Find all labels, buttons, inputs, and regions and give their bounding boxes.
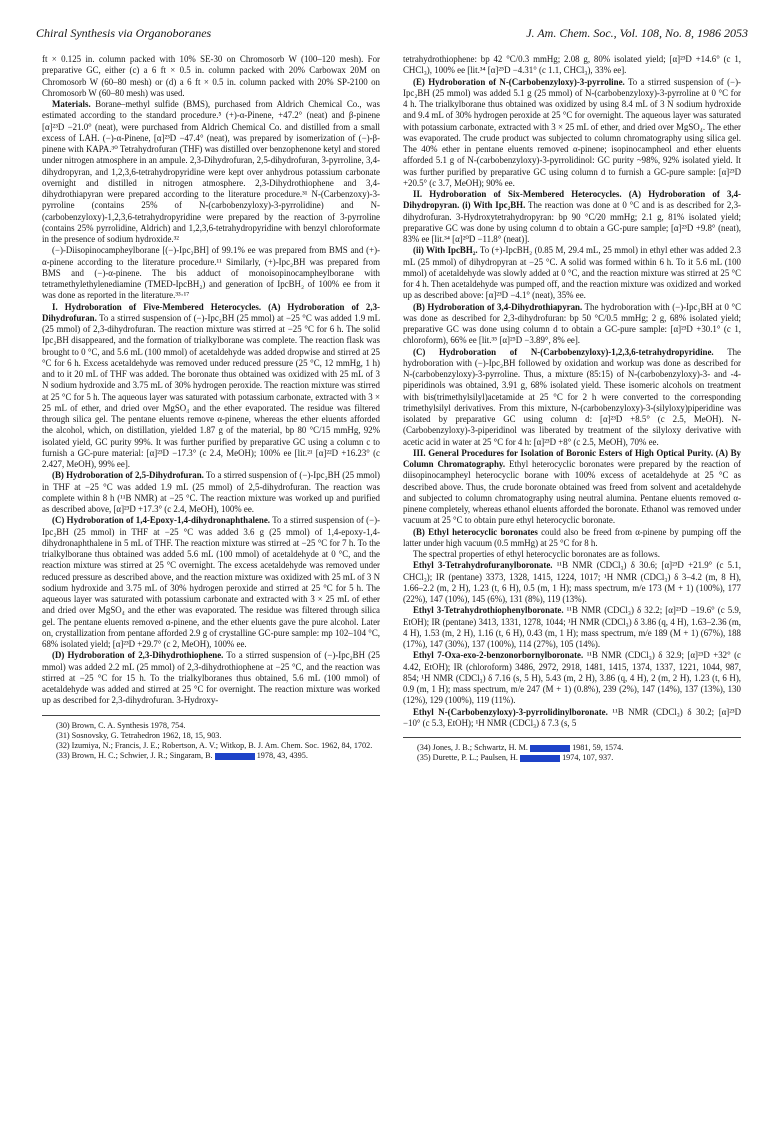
paragraph-text: Ethyl heterocyclic boronates were prepared by the reaction of diisopinocampheyl heterocyclic borane with 100% excess of acetaldehyde at 25 °C as described above. Thus, the crude boronate obtained was freed from solvent and acetaldehyde and subjected to column chromatography using neutral alumina. Pentane eluents removed α-pinene completely, whereas ethanol eluents afforded the boronate. Ethanol was removed under vacuum at 25 °C to obtain pure ethyl heterocyclic boronate. bbox=[403, 459, 741, 526]
footnote bbox=[403, 753, 741, 763]
section-heading: (D) Hydroboration of 2,3-Dihydrothiophene. bbox=[52, 650, 224, 661]
section-heading: III. General Procedures for Isolation of Boronic Esters of High Optical Purity. (A) By Column Chromatography. bbox=[403, 447, 741, 469]
paragraph-text: To (+)-IpcBH₂ (0.85 M, 29.4 mL, 25 mmol) in ethyl ether was added 2.3 mL (25 mmol) of dihydropyran at −25 °C. A solid was formed within 6 h. To it 5.6 mL (100 mmol) of acetaldehyde was slowly added at 0 °C, and the reaction mixture was stirred at 25 °C for 4 h. Then acetaldehyde was pumped off, and the reaction mixture was oxidized and worked up as described above: [α]²³D −4.1° (neat), 35% ee. bbox=[403, 245, 741, 301]
section-heading: (B) Ethyl heterocyclic boronates bbox=[413, 526, 538, 537]
paragraph bbox=[403, 245, 741, 301]
paragraph bbox=[42, 99, 380, 245]
section-heading: (C) Hydroboration of N-(Carbobenzyloxy)-1,2,3,6-tetrahydropyridine. bbox=[413, 346, 714, 357]
right-column bbox=[403, 54, 741, 763]
footnote-text: (33) Brown, H. C.; Schwier, J. R.; Singaram, B. bbox=[56, 751, 213, 761]
section-heading: II. Hydroboration of Six-Membered Heterocycles. (A) Hydroboration of 3,4-Dihydropyran. (i) With Ipc₂BH. bbox=[403, 189, 741, 211]
section-heading: (B) Hydroboration of 2,5-Dihydrofuran. bbox=[52, 470, 204, 481]
redaction-mark bbox=[215, 753, 255, 760]
footnote bbox=[42, 741, 380, 751]
section-heading: Ethyl 3-Tetrahydrofuranylboronate. bbox=[413, 560, 553, 571]
footnote-text: 1978, 43, 4395. bbox=[256, 751, 308, 761]
paragraph bbox=[403, 650, 741, 706]
section-heading: (C) Hydroboration of 1,4-Epoxy-1,4-dihydronaphthalene. bbox=[52, 515, 271, 526]
footnotes bbox=[42, 715, 380, 762]
paragraph bbox=[403, 605, 741, 650]
paragraph-text: ¹¹B NMR (CDCl₃) δ 30.2; [α]²³D −10° (c 5.3, EtOH); ¹H NMR (CDCl₃) δ 7.3 (s, 5 bbox=[403, 706, 741, 728]
paragraph-text: The reaction was done at 0 °C and is as described for 2,3-dihydrofuran. 3-Hydroxytetrahydropyran: bp 90 °C/20 mmHg; 2.1 g, 81% isolated yield; preparative GC was done by using column d to obtain a GC-pure sample; [α]²³D +9.8° (neat), 83% ee [lit.³⁴ [α]²⁰D −11.8° (neat)]. bbox=[403, 200, 741, 244]
section-heading: (ii) With IpcBH₂. bbox=[413, 245, 478, 256]
journal-citation: J. Am. Chem. Soc., Vol. 108, No. 8, 1986 2053 bbox=[526, 26, 748, 40]
section-heading: Materials. bbox=[52, 99, 91, 109]
footnote-text: 1981, 59, 1574. bbox=[572, 743, 624, 752]
paragraph-text: The hydroboration with (−)-Ipc₂BH followed by oxidation and workup was done as described for N-(carbobenzyloxy)-3-pyrroline. Thus, a mixture (85:15) of N-(carbobenzyloxy)-3- and -4-piperidinols was obtained, 3.91 g, 68% isolated yield. These isomeric alcohols on treatment with bis(trimethylsilyl)acetamide at 25 °C for 2 h were converted to the corresponding trimethylsilyl derivatives. From this mixture, N-(carbobenzyloxy)-3-(silyloxy)piperidine was isolated by preparative GC using column d: [α]²³D +8.5° (c 2.5, MeOH). N-(Carbobenzyloxy)-3-piperidinol was liberated by treatment of the silyloxy derivative with acetic acid in water at 25 °C for 4 h: [α]²³D +8° (c 2.5, MeOH), 70% ee. bbox=[403, 346, 741, 447]
section-heading: Ethyl 3-Tetrahydrothiophenylboronate. bbox=[413, 605, 564, 616]
paragraph-text: To a stirred suspension of (−)-Ipc₂BH (25 mmol) in THF at −25 °C was added 3.6 g (25 mmol) of 1,4-epoxy-1,4-dihydronaphthalene in 5 mL of THF. The reaction mixture was stirred at −25 °C for 7 h. To the trialkylborane thus obtained was added 5.6 mL (100 mmol) of acetaldehyde at 0 °C, and the reaction mixture was stirred at 25 °C overnight. The excess acetaldehyde was removed under reduced pressure as described above, and the reaction mixture was oxidized with 25 mL of 3 N sodium hydroxide and 3.75 mL of 30% hydrogen peroxide and stirred at 25 °C for 5 h. The aqueous layer was saturated with potassium carbonate and extracted with 3 × 25 mL of ether and dried over MgSO₄ and the ether was evaporated. The residue was filtered through silica gel. The pentane eluents removed α-pinene, and the ether eluents gave the pure alcohol. Later on, crystallization from pentane afforded 2.9 g of crystalline GC-pure sample: mp 102–104 °C, 68% isolated yield; [α]²³D +29.7° (c 2, MeOH), 100% ee. bbox=[42, 515, 380, 649]
paragraph-text: To a stirred suspension of (−)-Ipc₂BH (25 mmol) was added 2.2 mL (25 mmol) of 2,3-dihydrothiophene at −25 °C, and the reaction was stirred at −25 °C for 15 h. To the trialkylboranes thus obtained, 5.6 mL (100 mmol) of acetaldehyde was added and stirred at 25 °C for overnight. The reaction mixture was worked up as described for 2,3-dihydrofuran. 3-Hydroxy- bbox=[42, 650, 380, 706]
paragraph-text: ft × 0.125 in. column packed with 10% SE-30 on Chromosorb W (100–120 mesh). For preparative GC, either (c) a 6 ft × 0.5 in. column packed with 20% Carbowax 20M on Chromosorb W (60–80 mesh) or (d) a 6 ft × 0.5 in. column packed with 20% SP-2100 on Chromosorb W (60–80 mesh) was used. bbox=[42, 54, 380, 98]
paragraph bbox=[403, 54, 741, 77]
running-header bbox=[36, 26, 748, 44]
left-column bbox=[42, 54, 380, 761]
paragraph-text: To a stirred suspension of (−)-Ipc₂BH (25 mmol) at −25 °C was added 1.9 mL (25 mmol) of 2,3-dihydrofuran. The reaction mixture was stirred at −25 °C for 6 h. The solid Ipc₂BH disappeared, and the formation of trialkylborane was complete. The reaction flask was brought to 0 °C, and 5.6 mL (100 mmol) of acetaldehyde was added dropwise and stirred at 25 °C for 6 h. Excess acetaldehyde was removed under reduced pressure (25 °C, 12 mmHg, 1 h) and to it 20 mL of THF was added. The boronate thus obtained was oxidized with 25 mL of 3 N sodium hydroxide and 3.75 mL of 30% hydrogen peroxide. The reaction mixture was stirred at 25 °C for 5 h. The aqueous layer was saturated with potassium carbonate, extracted with 3 × 25 mL of ether, and dried over MgSO₄ and the ether evaporated. The residue was filtered through silica gel. The pentane eluents remove α-pinene, whereas the ether eluents afforded the alcohol, which, on distillation, yielded 1.87 g of the material, bp 80 °C/15 mmHg, 92% isolated yield, GC purity 99%. It was further purified by preparative GC using a column c to furnish a GC-pure material: [α]²³D −17.3° (c 2.4, MeOH); 100% ee [lit.²¹ [α]²²D +16.23° (c 2.427, MeOH), 99% ee]. bbox=[42, 312, 380, 469]
section-heading: (E) Hydroboration of N-(Carbobenzyloxy)-3-pyrroline. bbox=[413, 76, 625, 87]
paragraph-text: The spectral properties of ethyl heterocyclic boronates are as follows. bbox=[413, 549, 660, 559]
paragraph-text: Borane–methyl sulfide (BMS), purchased from Aldrich Chemical Co., was estimated according to the standard procedure.⁵ (+)-α-Pinene, +47.2° (neat) and β-pinene [α]²³D −21.0° (neat), were purchased from Aldrich Chemical Co. and distilled from a small excess of LAH. (−)-α-Pinene, [α]²³D −47.4° (neat), was prepared by isomerization of (−)-β-pinene with KAPA.³⁰ Tetrahydrofuran (THF) was distilled over benzophenone ketyl and stored under nitrogen atmosphere in an ampule. 2,3-Dihydrofuran, 2,5-dihydrofuran, 3-pyrroline, 3,4-dihydropyran, and 1,2,3,6-tetrahydropyridine were kept over anhydrous potassium carbonate overnight and distilled in nitrogen atmosphere. 2,3-Dihydrothiophene and 3,4-dihydrothiapyran were prepared according to the literature procedure.³¹ N-(Carbenzoxy)-3-pyrroline (contains 25% of N-(carbobenzyloxy)-3-pyrrolidine) and N-(carbobenzyloxy)-1,2,3,6-tetrahydropyridine were prepared by the reaction of 3-pyrroline (contains 25% pyrrolidine, Aldrich) and 1,2,3,6-tetrahydropyridine with benzyl chloroformate in the presence of sodium hydroxide.³² bbox=[42, 99, 380, 244]
paragraph bbox=[403, 549, 741, 560]
footnote-text: (35) Durette, P. L.; Paulsen, H. bbox=[417, 753, 518, 763]
footnote bbox=[42, 731, 380, 741]
paragraph bbox=[403, 527, 741, 550]
paragraph-text: The hydroboration with (−)-Ipc₂BH at 0 °C was done as described for 2,3-dihydrofuran: bp 50 °C/0.5 mmHg; 2 g, 68% isolated yield; preparative GC was done using column d to obtain a GC-pure sample: [α]²³D +30.1° (c 1, chloroform), 66% ee [lit.³⁵ [α]²⁵D −3.89°, 8% ee]. bbox=[403, 301, 741, 346]
running-title: Chiral Synthesis via Organoboranes bbox=[36, 26, 212, 40]
paragraph-text: tetrahydrothiophene: bp 42 °C/0.3 mmHg; 2.08 g, 80% isolated yield; [α]²³D +14.6° (c 1, CHCl₃), 100% ee [lit.³⁴ [α]²⁵D −4.31° (c 1.1, CHCl₃), 33% ee]. bbox=[403, 54, 741, 76]
footnote bbox=[403, 743, 741, 753]
paragraph-text: ¹¹B NMR (CDCl₃) δ 30.6; [α]²³D +21.9° (c 5.1, CHCl₃); IR (pentane) 3373, 1328, 1415, 1224, 1017; ¹H NMR (CDCl₃) δ 3–4.2 (m, 8 H), 1.66–2.2 (m, 2 H), 1.23 (t, 6 H), 0.5 (m, 1 H); mass spectrum, m/e 173 (M + 1) (100%), 177 (22%), 147 (10%), 145 (6%), 131 (8%), 119 (13%). bbox=[403, 560, 741, 604]
paragraph bbox=[42, 515, 380, 650]
paragraph-text: To a stirred suspension of (−)-Ipc₂BH (25 mmol) was added 5.1 g (25 mmol) of N-(carbobenzyloxy)-3-pyrroline at 0 °C for 4 h. The trialkylborane thus obtained was oxidized by using 8.4 mL of 3 N sodium hydroxide and 9.4 mL of 30% hydrogen peroxide at 25 °C for overnight. The aqueous layer was saturated with potassium carbonate, extracted with 3 × 25 mL of ether, and dried over MgSO₄. The ether was evaporated. The crude product was subjected to column chromatography using silica gel. The 40% ether in pentane eluents removed α-pinene; isopinocampheol and ether eluents afforded 5.1 g of N-(carbobenzyloxy)-3-pyrrolidinol: GC purity ~98%, 92% isolated yield. It was further purified by preparative GC using column d to furnish a GC-pure sample: [α]²³D +20.5° (c 3.7, MeOH); 90% ee. bbox=[403, 76, 741, 188]
section-heading: Ethyl 7-Oxa-exo-2-benzonorbornylboronate. bbox=[413, 650, 584, 661]
redaction-mark bbox=[520, 755, 560, 762]
footnote bbox=[42, 721, 380, 731]
section-heading: I. Hydroboration of Five-Membered Heterocycles. (A) Hydroboration of 2,3-Dihydrofuran. bbox=[42, 301, 380, 323]
redaction-mark bbox=[530, 745, 570, 752]
paragraph bbox=[403, 302, 741, 347]
paragraph bbox=[403, 77, 741, 190]
footnotes bbox=[403, 737, 741, 763]
paragraph-text: ¹¹B NMR (CDCl₃) δ 32.9; [α]²³D +32° (c 4.42, EtOH); IR (chloroform) 3486, 2972, 2918, 1481, 1415, 1374, 1337, 1221, 1044, 987, 854; ¹H NMR (CDCl₃) δ 7.16 (s, 5 H), 5.43 (m, 2 H), 3.86 (q, 4 H), 2 (m, 2 H), 1.23 (t, 6 H), 0.9 (m, 1 H); mass spectrum, m/e 247 (M + 1) (0.8%), 239 (2%), 147 (14%), 137 (13%), 130 (12%), 129 (100%), 119 (11%). bbox=[403, 650, 741, 706]
paragraph bbox=[403, 347, 741, 448]
paragraph-text: (−)-Diisopinocampheylborane [(−)-Ipc₂BH] of 99.1% ee was prepared from BMS and (+)-α-pinene according to the literature procedure.¹¹ Similarly, (+)-Ipc₂BH was prepared from BMS and (−)-α-pinene. The bis adduct of monoisopinocampheylborane with tetramethylethylenediamine (TMED-IpcBH₂) and generation of IpcBH₂ of 100% ee from it was done as reported in the literature.³³·¹⁷ bbox=[42, 245, 380, 301]
footnote-text: (34) Jones, J. B.; Schwartz, H. M. bbox=[417, 743, 528, 752]
paragraph bbox=[42, 245, 380, 301]
paragraph-text: could also be freed from α-pinene by pumping off the latter under high vacuum (0.5 mmHg) at 25 °C for 8 h. bbox=[403, 526, 742, 548]
paragraph bbox=[42, 470, 380, 515]
footnote-text: 1974, 107, 937. bbox=[562, 753, 614, 763]
paragraph bbox=[403, 448, 741, 527]
paragraph-text: ¹¹B NMR (CDCl₃) δ 32.2; [α]²³D −19.6° (c 5.9, EtOH); IR (pentane) 3413, 1331, 1278, 1044; ¹H NMR (CDCl₃) δ 3.86 (q, 4 H), 1.63–2.36 (m, 4 H), 1.53 (m, 2 H), 1.16 (t, 6 H), 0.43 (m, 1 H); mass spectrum, m/e 189 (M + 1) (67%), 188 (17%), 147 (30%), 137 (100%), 114 (27%), 105 (14%). bbox=[403, 605, 742, 649]
paragraph bbox=[403, 560, 741, 605]
paragraph bbox=[42, 650, 380, 706]
section-heading: (B) Hydroboration of 3,4-Dihydrothiapyran. bbox=[413, 301, 583, 312]
paragraph bbox=[403, 707, 741, 730]
footnote bbox=[42, 751, 380, 761]
paragraph bbox=[42, 302, 380, 471]
paragraph bbox=[403, 189, 741, 245]
paragraph-text: To a stirred suspension of (−)-Ipc₂BH (25 mmol) in THF at −25 °C was added 1.9 mL (25 mmol) of 2,5-dihydrofuran. The reaction was complete within 8 h (¹¹B NMR) at −25 °C. The reaction mixture was worked up and purified as described above, [α]²³D +17.3° (c 2.4, MeOH), 100% ee. bbox=[42, 470, 380, 514]
paragraph bbox=[42, 54, 380, 99]
footnote-text: (32) Izumiya, N.; Francis, J. E.; Robertson, A. V.; Witkop, B. J. Am. Chem. Soc. 1962, 84, 1702. bbox=[56, 740, 373, 750]
section-heading: Ethyl N-(Carbobenzyloxy)-3-pyrrolidinylboronate. bbox=[413, 706, 608, 717]
footnote-text: (30) Brown, C. A. Synthesis 1978, 754. bbox=[56, 720, 186, 730]
footnote-text: (31) Sosnovsky, G. Tetrahedron 1962, 18, 15, 903. bbox=[56, 730, 222, 740]
